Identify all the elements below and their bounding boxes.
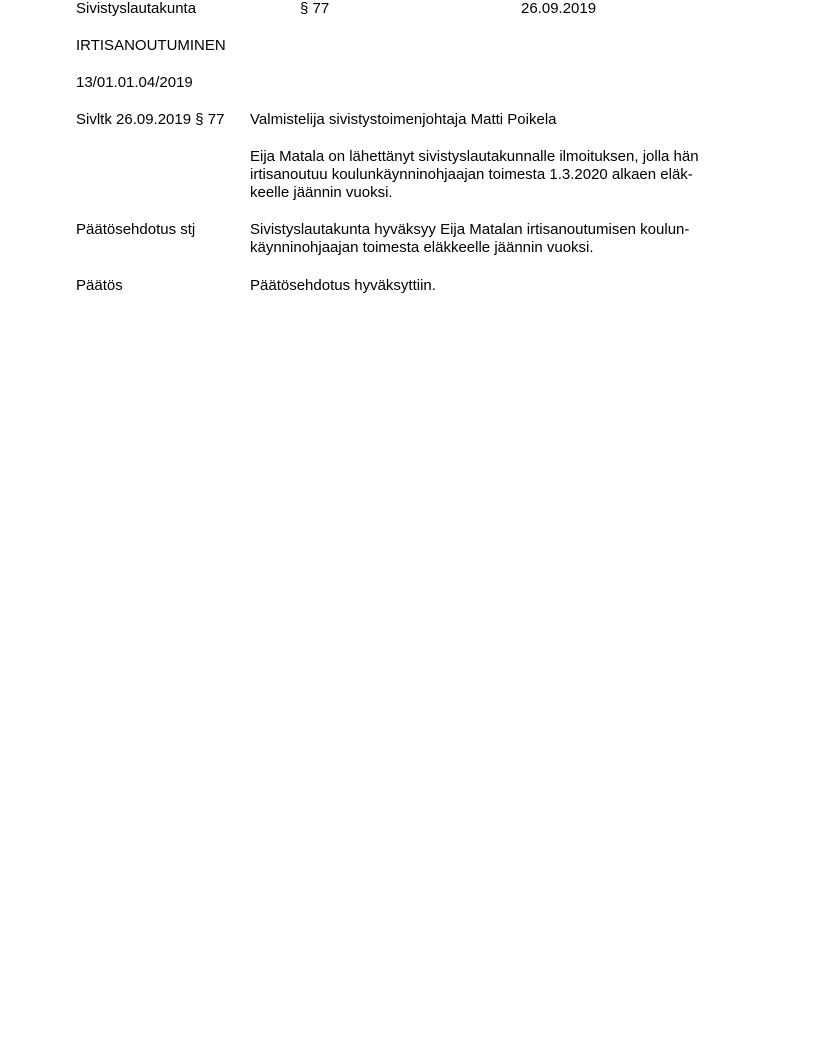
case-number: 13/01.01.04/2019 bbox=[76, 74, 193, 91]
body-line: irtisanoutuu koulunkäynninohjaajan toimesta 1.3.2020 alkaen eläk- bbox=[250, 166, 693, 183]
body-line: keelle jäännin vuoksi. bbox=[250, 184, 393, 201]
body-paragraph bbox=[250, 148, 730, 202]
section-number: § 77 bbox=[300, 0, 330, 17]
document-title: IRTISANOUTUMINEN bbox=[76, 37, 226, 54]
proposal-paragraph bbox=[250, 221, 730, 257]
body-line: Eija Matala on lähettänyt sivistyslautakunnalle ilmoituksen, jolla hän bbox=[250, 148, 699, 165]
meeting-date: 26.09.2019 bbox=[521, 0, 597, 17]
proposal-label: Päätösehdotus stj bbox=[76, 221, 196, 238]
preparer-line: Valmistelija sivistystoimenjohtaja Matti Poikela bbox=[250, 111, 557, 128]
decision-label: Päätös bbox=[76, 277, 123, 294]
proposal-line: Sivistyslautakunta hyväksyy Eija Matalan irtisanoutumisen koulun- bbox=[250, 221, 690, 238]
proposal-line: käynninohjaajan toimesta eläkkeelle jäännin vuoksi. bbox=[250, 239, 594, 256]
committee-name: Sivistyslautakunta bbox=[76, 0, 197, 17]
meeting-reference: Sivltk 26.09.2019 § 77 bbox=[76, 111, 225, 128]
decision-text: Päätösehdotus hyväksyttiin. bbox=[250, 277, 436, 294]
